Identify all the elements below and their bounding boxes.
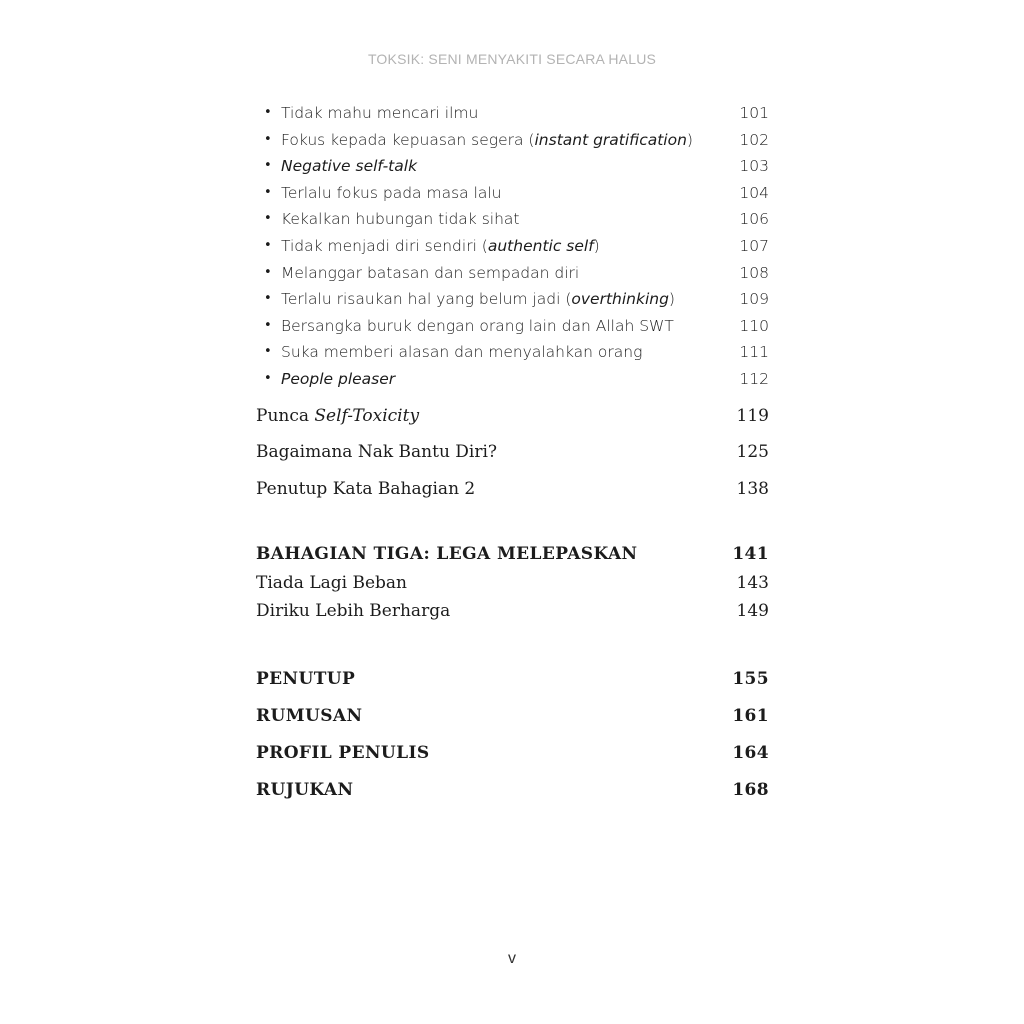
bullet-icon: •: [264, 291, 272, 306]
toc-page-number: 102: [739, 131, 769, 149]
toc-bullet-item: [256, 183, 769, 207]
toc-end-matter-entry: [256, 741, 769, 765]
title-text: Bersangka buruk dengan orang lain dan Allah SWT: [281, 317, 674, 335]
toc-entry-title: [281, 236, 600, 256]
title-text: ): [593, 237, 600, 255]
bullet-icon: •: [264, 344, 272, 359]
title-text: Bagaimana Nak Bantu Diri?: [256, 442, 498, 462]
table-of-contents: [256, 0, 769, 1024]
toc-bullet-item: [256, 156, 769, 180]
bullet-icon: •: [264, 265, 272, 280]
bullet-icon: •: [264, 318, 272, 333]
toc-page-number: 155: [732, 669, 769, 689]
italic-text: overthinking: [571, 290, 669, 308]
toc-end-matter-entry: [256, 704, 769, 728]
running-head: TOKSIK: SENI MENYAKITI SECARA HALUS: [367, 51, 657, 67]
bullet-icon: •: [264, 238, 272, 253]
toc-entry-title: [281, 263, 579, 283]
title-text: Suka memberi alasan dan menyalahkan orang: [281, 343, 643, 361]
toc-page-number: 164: [732, 743, 769, 763]
toc-page-number: 104: [739, 184, 769, 202]
toc-entry-title: [281, 342, 642, 362]
toc-page-number: 106: [739, 210, 769, 228]
italic-text: authentic self: [487, 237, 594, 255]
toc-entry-title: RUJUKAN: [256, 780, 354, 800]
toc-bullet-item: [256, 263, 769, 287]
italic-text: Negative self-talk: [281, 157, 418, 175]
toc-entry-title: [281, 156, 417, 176]
bullet-icon: •: [264, 158, 272, 173]
toc-page-number: 143: [736, 573, 769, 593]
toc-entry-title: [281, 369, 395, 389]
title-text: Melanggar batasan dan sempadan diri: [281, 264, 580, 282]
italic-text: People pleaser: [281, 370, 396, 388]
toc-entry-title: [281, 209, 519, 229]
toc-chapter-entry: [256, 599, 769, 623]
italic-text: Self-Toxicity: [314, 406, 420, 426]
toc-page-number: 161: [732, 706, 769, 726]
toc-entry-title: [281, 130, 693, 150]
toc-entry-title: Diriku Lebih Berharga: [256, 601, 451, 621]
toc-page-number: 112: [739, 370, 769, 388]
title-text: Punca: [256, 406, 315, 426]
title-text: Penutup Kata Bahagian 2: [256, 479, 476, 499]
toc-section-entry: [256, 440, 769, 464]
toc-entry-title: [281, 316, 674, 336]
toc-page-number: 111: [739, 343, 769, 361]
toc-page-number: 108: [739, 264, 769, 282]
page-number: v: [508, 950, 516, 967]
toc-entry-title: Tiada Lagi Beban: [256, 573, 407, 593]
toc-bullet-item: [256, 103, 769, 127]
toc-section-entry: [256, 404, 769, 428]
bullet-icon: •: [264, 185, 272, 200]
toc-entry-title: [281, 289, 675, 309]
toc-entry-title: RUMUSAN: [256, 706, 363, 726]
toc-page-number: 168: [732, 780, 769, 800]
bullet-icon: •: [264, 211, 272, 226]
toc-page-number: 110: [739, 317, 769, 335]
toc-entry-title: BAHAGIAN TIGA: LEGA MELEPASKAN: [256, 544, 638, 564]
bullet-icon: •: [264, 132, 272, 147]
toc-bullet-item: [256, 130, 769, 154]
toc-bullet-item: [256, 342, 769, 366]
toc-entry-title: [256, 477, 475, 501]
toc-entry-title: [256, 404, 419, 428]
toc-part-heading: [256, 542, 769, 566]
toc-page-number: 149: [736, 601, 769, 621]
title-text: Tidak menjadi diri sendiri (: [281, 237, 488, 255]
toc-page-number: 119: [736, 406, 769, 426]
toc-page-number: 103: [739, 157, 769, 175]
title-text: Kekalkan hubungan tidak sihat: [281, 210, 520, 228]
title-text: Fokus kepada kepuasan segera (: [281, 131, 535, 149]
toc-entry-title: [281, 103, 478, 123]
bullet-icon: •: [264, 105, 272, 120]
toc-bullet-item: [256, 369, 769, 393]
toc-entry-title: [281, 183, 502, 203]
title-text: Tidak mahu mencari ilmu: [281, 104, 479, 122]
bullet-icon: •: [264, 371, 272, 386]
title-text: ): [686, 131, 693, 149]
toc-bullet-item: [256, 289, 769, 313]
title-text: ): [668, 290, 675, 308]
title-text: Terlalu fokus pada masa lalu: [281, 184, 502, 202]
toc-page-number: 107: [739, 237, 769, 255]
toc-entry-title: [256, 440, 497, 464]
toc-page-number: 138: [736, 479, 769, 499]
toc-chapter-entry: [256, 571, 769, 595]
toc-section-entry: [256, 477, 769, 501]
toc-end-matter-entry: [256, 667, 769, 691]
toc-end-matter-entry: [256, 778, 769, 802]
toc-page-number: 109: [739, 290, 769, 308]
toc-entry-title: PROFIL PENULIS: [256, 743, 430, 763]
title-text: Terlalu risaukan hal yang belum jadi (: [281, 290, 572, 308]
toc-bullet-item: [256, 236, 769, 260]
italic-text: instant gratification: [534, 131, 687, 149]
toc-page-number: 141: [732, 544, 769, 564]
toc-page-number: 101: [739, 104, 769, 122]
toc-page-number: 125: [736, 442, 769, 462]
toc-bullet-item: [256, 316, 769, 340]
toc-bullet-item: [256, 209, 769, 233]
toc-entry-title: PENUTUP: [256, 669, 356, 689]
